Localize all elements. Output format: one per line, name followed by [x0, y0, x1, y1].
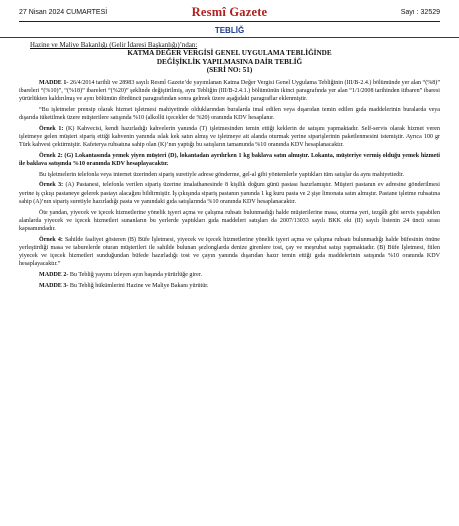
paragraph-lead: Örnek 3:	[39, 182, 64, 189]
example-1	[19, 125, 440, 149]
paragraph-text: Bu Tebliğ yayımı izleyen ayın başında yürürlüğe girer.	[68, 271, 203, 278]
paragraph-text: (K) Kahvecisi, kendi hazırladığı kahvelerin yanında (T) işletmesinden temin ettiği keklerin de satışını yapmaktadır. Self-servis olarak hizmet veren işletmeye gelen müşteri sipariş ettiği kahvenin yanında ıslak kek satın almış ve işletmeye ait alanda oturmak yerine siparişlerinin paketlenmesini istemiştir. Ayrıca 100 gr Türk kahvesi çektirmiştir. Kafeterya ruhsatına sahip olan (K)’nın yaptığı bu satışların tamamında %10 oranında KDV hesaplanacaktır.	[19, 125, 440, 149]
article-3	[19, 282, 440, 290]
example-4	[19, 236, 440, 269]
masthead-title: Resmî Gazete	[191, 5, 268, 19]
paragraph-text: Öte yandan, yiyecek ve içecek hizmetlerine yönelik işyeri açma ve çalışma ruhsatı bulunmadığı halde müşterilerine masa, oturma yeri, tezgâh gibi servis yapabilen alanlarda yiyecek ve içecek hizmetleri sunanların bu yerlerde yaptıkları gıda maddeleri satışları da 2007/13033 sayılı BKK eki (II) sayılı listenin 24 üncü sırası kapsamındadır.	[19, 209, 440, 232]
section-title: TEBLİĞ	[0, 26, 459, 38]
example-2	[19, 152, 440, 168]
title-line-1: KATMA DEĞER VERGİSİ GENEL UYGULAMA TEBLİĞİNDE	[127, 49, 332, 57]
paragraph-lead: Örnek 4:	[39, 236, 63, 243]
paragraph-text: Sahilde faaliyet gösteren (B) Büfe İşletmesi, yiyecek ve içecek hizmetlerine yönelik işyeri açma ve çalışma ruhsatı bulunmadığı halde büfesinin önüne yerleştirdiği masa ve taburelerde oturan müşterileri ile sahilde bulunan şezlonglarda denize girenlere tost, çay ve meşrubat satışı yapmaktadır. (B) Büfe İşletmesi, fiilen yiyecek ve içecek hizmetleri sunduğundan büfede hazırladığı tost ve çayın yanında dışarıdan hazır temin ettiği gıda maddelerinin satışında %10 oranında KDV hesaplayacaktır.”	[19, 236, 440, 268]
document-title	[19, 49, 440, 75]
paragraph-lead: Örnek 2:	[39, 152, 63, 159]
paragraph-lead: MADDE 1-	[39, 79, 69, 86]
title-line-2: DEĞİŞİKLİK YAPILMASINA DAİR TEBLİĞ	[156, 57, 303, 66]
title-line-3: (SERİ NO: 51)	[206, 66, 253, 75]
paragraph-text: 26/4/2014 tarihli ve 28983 sayılı Resmî Gazete’de yayımlanan Katma Değer Vergisi Genel Uygulama Tebliğinin (III/B-2.4.) bölümünde yer alan “(%8)” ibareleri “(%10)”, “(%18)” ibareleri “(%20)” şeklinde değiştirilmiş, aynı Tebliğin (III/B-2.4.1.) bölümünün ikinci paragrafında yer alan “1/1/2008 tarihinden itibaren” ibaresi yürürlükten kaldırılmış ve aynı bölümün dördüncü paragrafından sonra gelmek üzere aşağıdaki paragraflar eklenmiştir.	[19, 79, 440, 103]
paragraph-lead: Örnek 1:	[39, 125, 64, 132]
issuer-line: Hazine ve Maliye Bakanlığı (Gelir İdaresi Başkanlığı)’ndan:	[30, 42, 198, 49]
paragraph-lead: MADDE 2-	[39, 271, 69, 278]
paragraph-text: (A) Pastanesi, telefonla verilen sipariş üzerine imalathanesinde 8 kişilik doğum günü pastası hazırlamıştır. Müşteri pastanın ev adresine gönderilmesi yerine iş çıkışı pastaneye gelerek pastayı alacağını bildirmiştir. İş çıkışında sipariş pastanın yanında 1 kg kuru pasta ve 2 şişe limonata satın almıştır. Pastane işletme ruhsatına sahip (A)’nın sipariş suretiyle hazırladığı pasta ve yanındaki gıda satışlarında %10 oranında KDV hesaplanacaktır.	[19, 182, 440, 205]
paragraph-text: Bu Tebliğ hükümlerini Hazine ve Maliye Bakanı yürütür.	[68, 282, 209, 289]
paragraph-text: Bu işletmelerin telefonla veya internet üzerinden sipariş suretiyle adrese gönderme, gel-al gibi yöntemlerle yaptıkları tüm satışlar da aynı mahiyettedir.	[39, 171, 405, 178]
paragraph-scope	[19, 209, 440, 233]
paragraph-lead: MADDE 3-	[39, 282, 69, 289]
example-3	[19, 181, 440, 205]
paragraph-orders	[19, 171, 440, 179]
article-1	[19, 79, 440, 103]
paragraph-quoted-intro	[19, 106, 440, 122]
paragraph-text: (G) Lokantasında yemek yiyen müşteri (D), lokantadan ayrılırken 1 kg baklava satın almıştır. Lokanta, müşteriye vermiş olduğu yemek hizmeti ile baklava satışında %10 oranında KDV hesaplayacaktır.	[19, 152, 440, 167]
document-body	[19, 79, 440, 290]
issue-date: 27 Nisan 2024 CUMARTESİ	[19, 9, 108, 16]
gazette-header	[19, 0, 440, 22]
article-2	[19, 271, 440, 279]
issue-number: Sayı : 32529	[400, 9, 440, 16]
paragraph-text: “Bu işletmeler prensip olarak hizmet işletmesi mahiyetinde olduklarından buralarda imal edilen veya dışarıdan temin edilen gıda maddelerinin buralarda veya dışarıda tüketilmek üzere müşterilere satışında %10 (alkollü içecekler de %20) oranında KDV hesaplanır.	[19, 106, 440, 121]
